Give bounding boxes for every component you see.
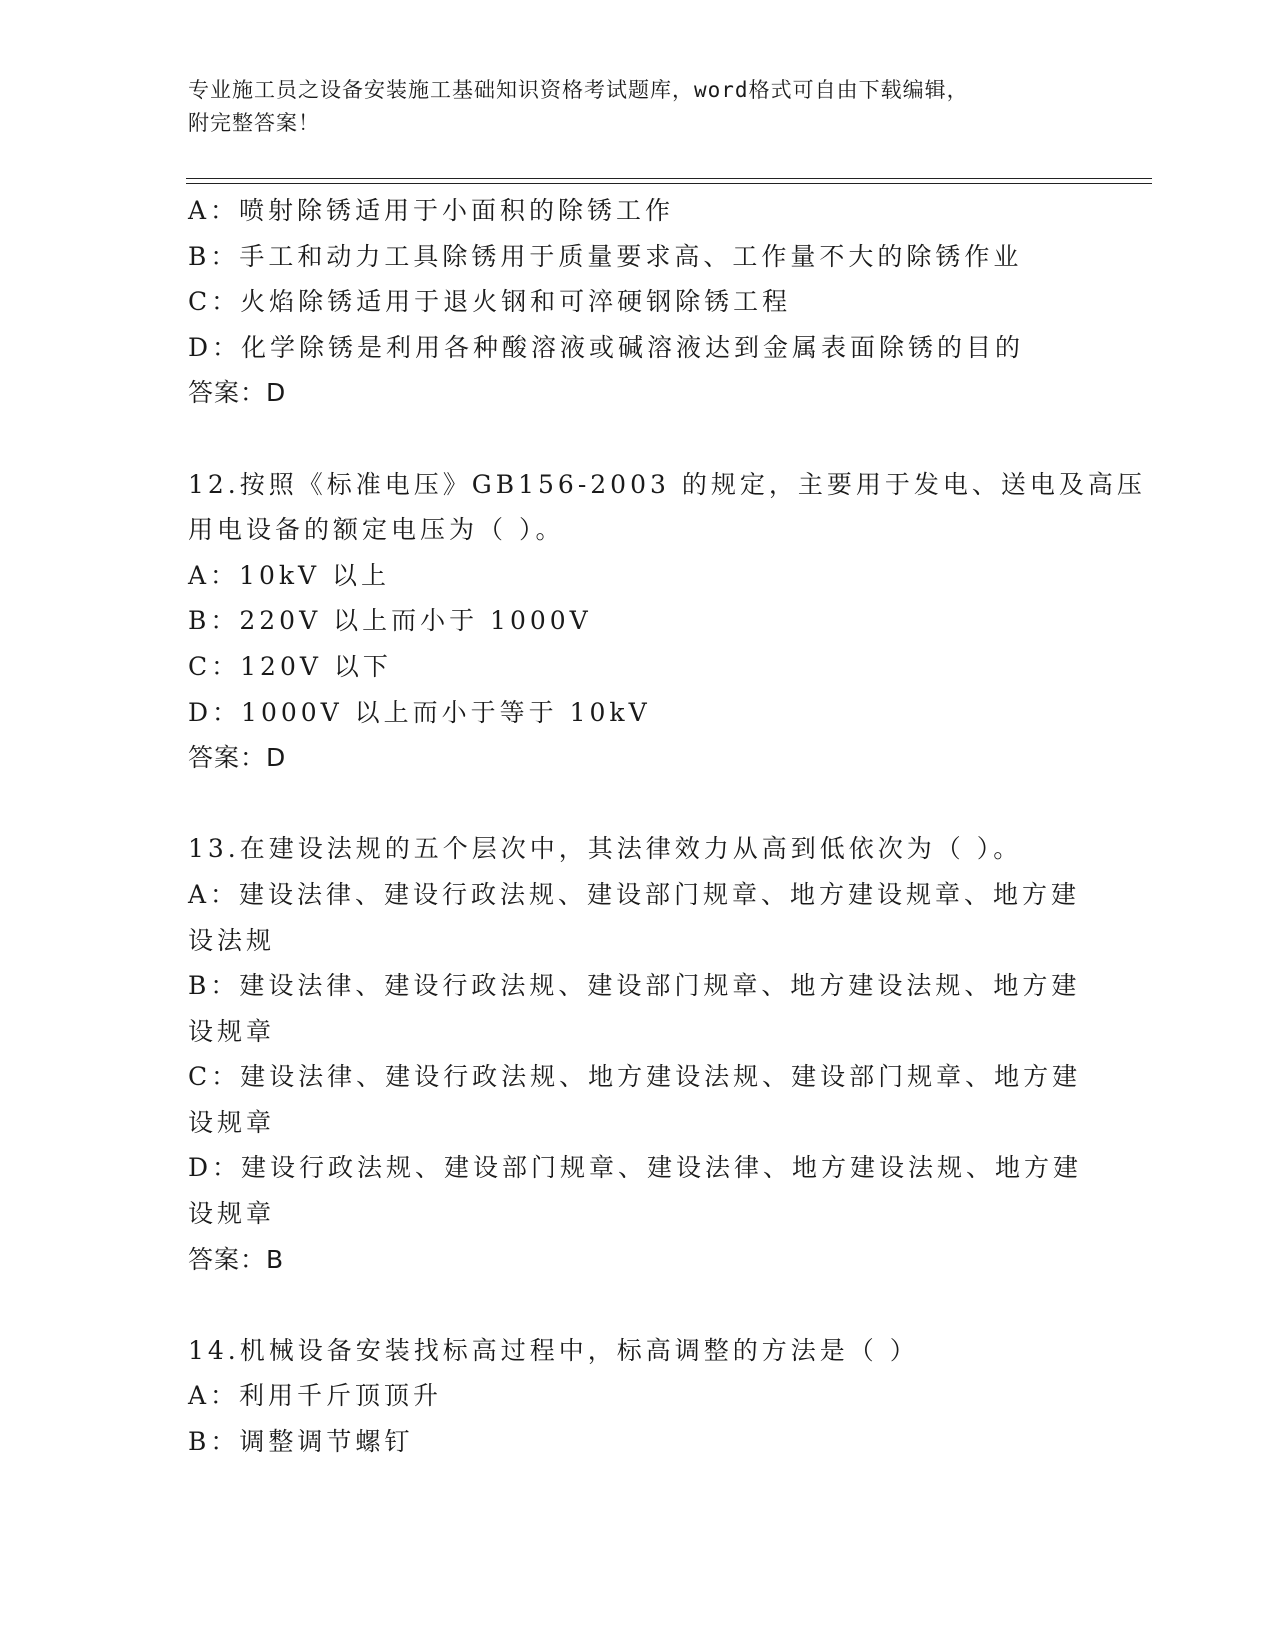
header-divider-top <box>186 178 1152 179</box>
question-14 <box>188 1328 1088 1465</box>
question-12 <box>188 462 1146 781</box>
option-d: D：1000V 以上而小于等于 10kV <box>188 697 651 727</box>
option-d-line-2: 设规章 <box>188 1199 276 1229</box>
option-b-line-1: B：建设法律、建设行政法规、建设部门规章、地方建设法规、地方建 <box>188 971 1081 1001</box>
header-line-2: 附完整答案！ <box>188 111 320 135</box>
header-divider-bottom <box>186 183 1152 184</box>
answer: 答案：B <box>188 1244 285 1274</box>
question-text-line-1: 12.按照《标准电压》GB156-2003 的规定，主要用于发电、送电及高压 <box>188 469 1146 499</box>
option-b-line-2: 设规章 <box>188 1016 276 1046</box>
header-text-1c: 格式可自由下载编辑， <box>748 78 969 102</box>
option-c: C：火焰除锈适用于退火钢和可淬硬钢除锈工程 <box>188 287 792 317</box>
option-b: B：手工和动力工具除锈用于质量要求高、工作量不大的除锈作业 <box>188 241 1023 271</box>
option-a-line-1: A：建设法律、建设行政法规、建设部门规章、地方建设规章、地方建 <box>188 879 1081 909</box>
option-b: B：调整调节螺钉 <box>188 1427 414 1457</box>
option-a: A：喷射除锈适用于小面积的除锈工作 <box>188 196 675 225</box>
option-a: A：利用千斤顶顶升 <box>188 1381 443 1411</box>
question-list <box>188 188 1146 1465</box>
question-text-line-2: 用电设备的额定电压为（ ）。 <box>188 515 565 545</box>
option-b: B：220V 以上而小于 1000V <box>188 606 592 636</box>
question-text: 13.在建设法规的五个层次中，其法律效力从高到低依次为（ ）。 <box>188 834 1023 864</box>
document-header <box>188 74 1088 140</box>
header-text-1b: word <box>694 78 749 102</box>
option-a: A：10kV 以上 <box>188 560 391 590</box>
option-a-line-2: 设法规 <box>188 925 276 955</box>
answer: 答案：D <box>188 743 287 773</box>
option-c: C：120V 以下 <box>188 651 392 681</box>
option-d-line-1: D：建设行政法规、建设部门规章、建设法律、地方建设法规、地方建 <box>188 1153 1083 1183</box>
header-line-1 <box>188 74 1088 107</box>
spacer <box>188 781 1088 827</box>
header-text-1a: 专业施工员之设备安装施工基础知识资格考试题库， <box>188 78 694 102</box>
question-text: 14.机械设备安装找标高过程中，标高调整的方法是（ ） <box>188 1335 919 1365</box>
option-c-line-2: 设规章 <box>188 1107 276 1137</box>
answer: 答案：D <box>188 378 287 408</box>
option-d: D：化学除锈是利用各种酸溶液或碱溶液达到金属表面除锈的目的 <box>188 332 1025 362</box>
question-11 <box>188 188 1088 416</box>
question-13 <box>188 826 1088 1282</box>
spacer <box>188 416 1088 462</box>
option-c-line-1: C：建设法律、建设行政法规、地方建设法规、建设部门规章、地方建 <box>188 1062 1082 1092</box>
spacer <box>188 1282 1088 1328</box>
